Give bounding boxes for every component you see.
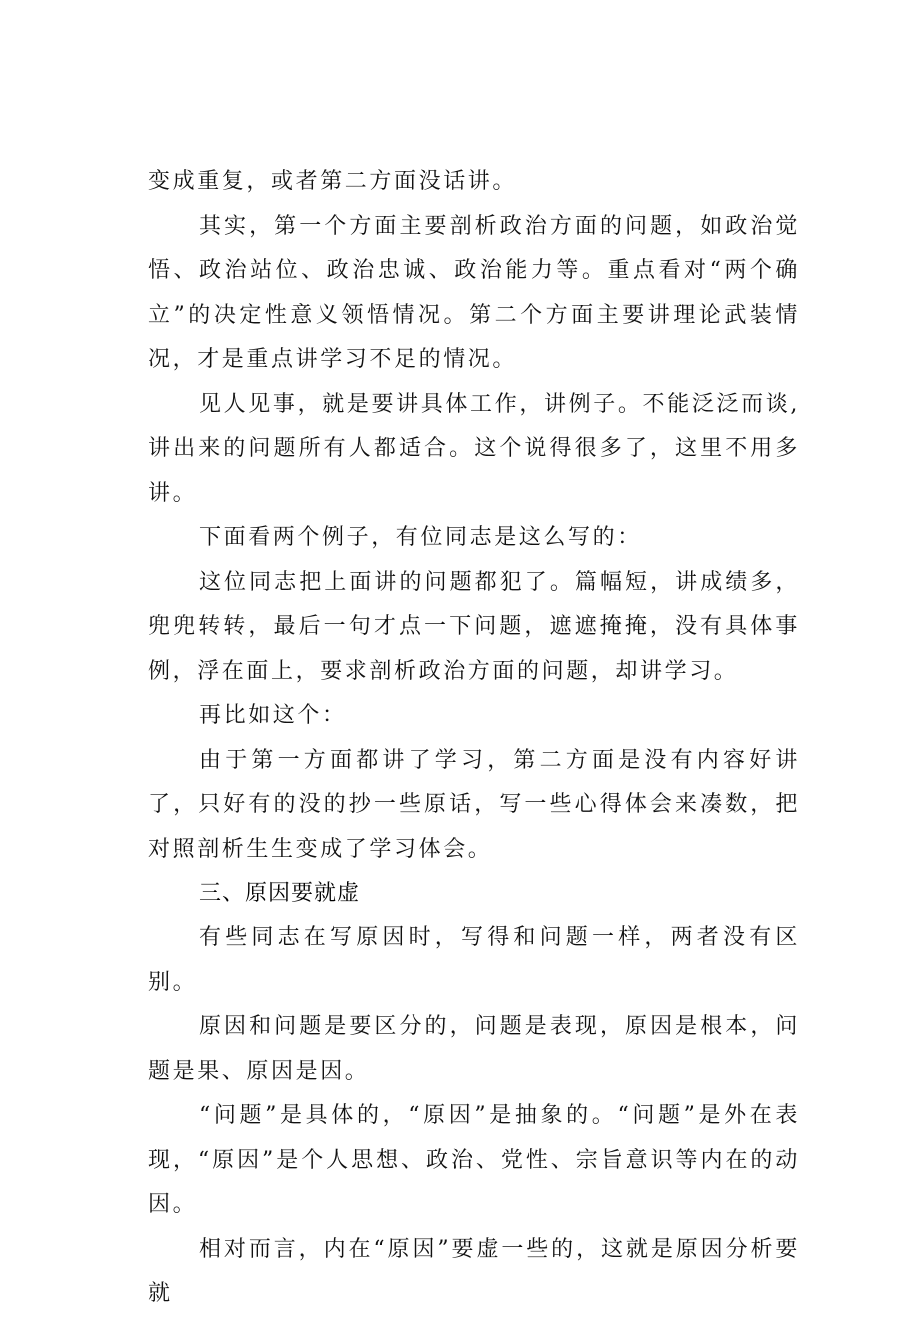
paragraph: 相对而言，内在“原因”要虚一些的，这就是原因分析要就 (148, 1236, 800, 1306)
paragraph: 见人见事，就是要讲具体工作，讲例子。不能泛泛而谈,讲出来的问题所有人都适合。这个说得很多了，这里不用多讲。 (148, 391, 800, 506)
paragraph: 再比如这个： (199, 703, 347, 728)
paragraph: 原因和问题是要区分的，问题是表现，原因是根本，问题是果、原因是因。 (148, 1014, 800, 1084)
paragraph: 下面看两个例子，有位同志是这么写的： (199, 525, 642, 550)
paragraph: 由于第一方面都讲了学习，第二方面是没有内容好讲了，只好有的没的抄一些原话，写一些心得体会来凑数，把对照剖析生生变成了学习体会。 (148, 747, 800, 862)
section-heading: 三、原因要就虚 (199, 881, 361, 906)
paragraph: “问题”是具体的，“原因”是抽象的。“问题”是外在表现，“原因”是个人思想、政治、党性、宗旨意识等内在的动因。 (148, 1103, 800, 1217)
paragraph: 其实，第一个方面主要剖析政治方面的问题，如政治觉悟、政治站位、政治忠诚、政治能力等。重点看对“两个确立”的决定性意义领悟情况。第二个方面主要讲理论武装情况，才是重点讲学习不足的情况。 (148, 213, 800, 372)
paragraph-continuation: 变成重复，或者第二方面没话讲。 (148, 169, 518, 194)
paragraph: 有些同志在写原因时，写得和问题一样，两者没有区别。 (148, 925, 800, 995)
paragraph: 这位同志把上面讲的问题都犯了。篇幅短，讲成绩多，兜兜转转，最后一句才点一下问题，遮遮掩掩，没有具体事例，浮在面上，要求剖析政治方面的问题，却讲学习。 (148, 569, 800, 684)
document-body (148, 160, 800, 1317)
